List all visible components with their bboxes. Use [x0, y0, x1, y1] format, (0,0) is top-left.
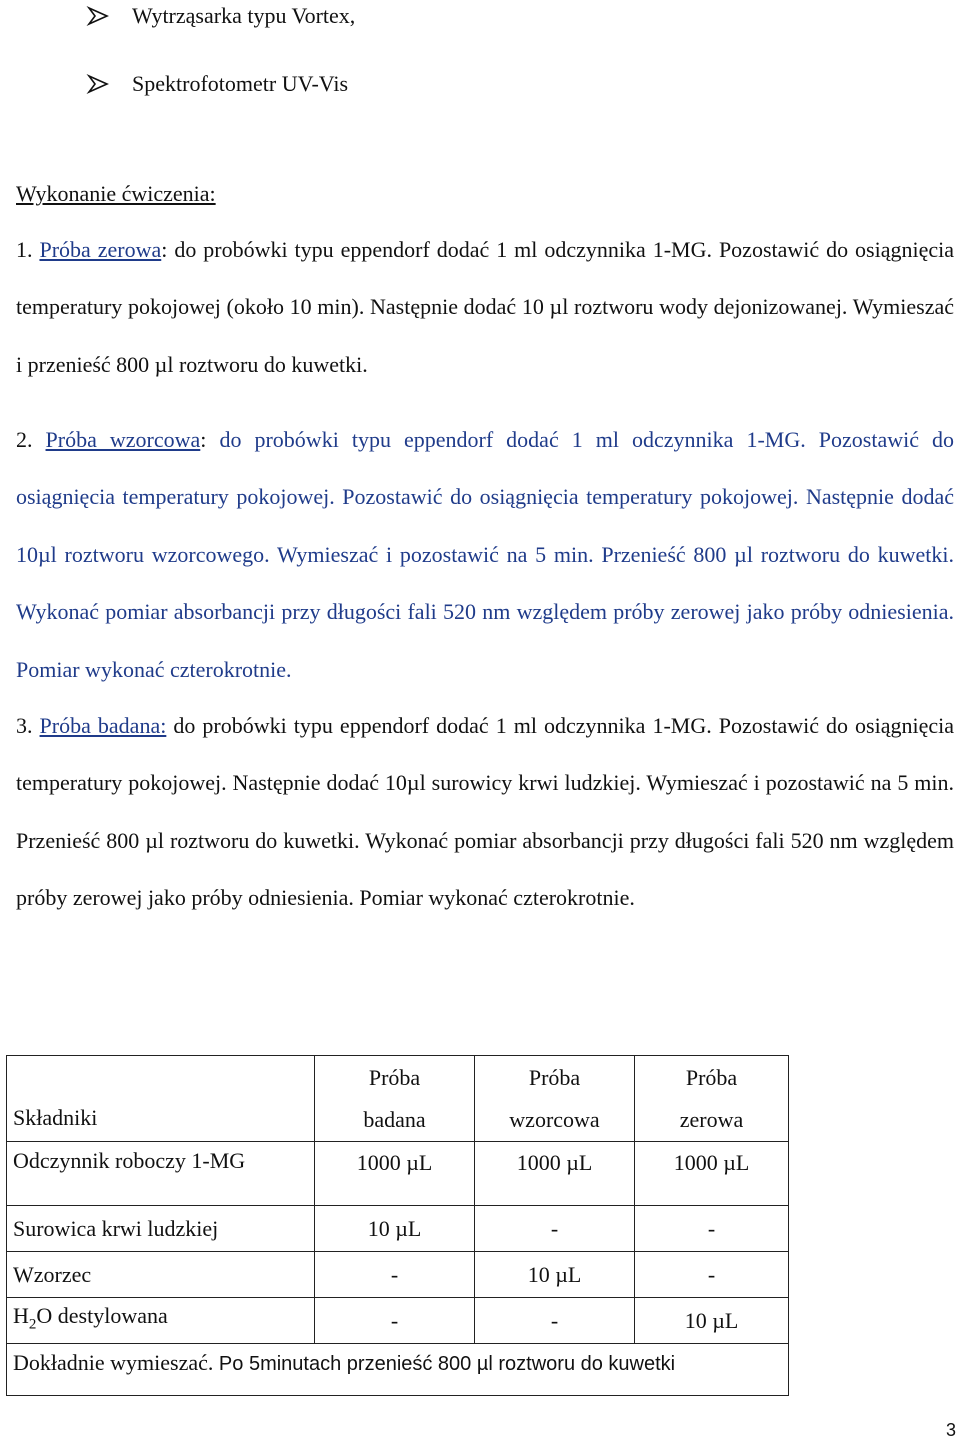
- formula-part: O destylowana: [36, 1303, 168, 1329]
- step-body: do probówki typu eppendorf dodać 1 ml odczynnika 1-MG. Pozostawić do osiągnięcia temperatury pokojowej. Następnie dodać 10µl surowicy krwi ludzkiej. Wymieszać i pozostawić na 5 min. Przenieść 800 µl roztworu do kuwetki. Wykonać pomiar absorbancji przy długości fali 520 nm względem próby zerowej jako próby odniesienia. Pomiar wykonać czterokrotnie.: [16, 713, 955, 911]
- header-cell-zerowa: [635, 1056, 789, 1142]
- value-cell: -: [475, 1298, 635, 1344]
- table-row: [7, 1298, 789, 1344]
- row-label: [7, 1298, 315, 1344]
- step-number: 1.: [16, 237, 33, 262]
- section-heading: Wykonanie ćwiczenia:: [16, 181, 216, 206]
- value-cell: 10 µL: [475, 1252, 635, 1298]
- step-title: Próba zerowa: [39, 237, 162, 262]
- step-paragraph: [16, 697, 954, 927]
- header-line: wzorcowa: [509, 1106, 600, 1132]
- value-cell: -: [315, 1252, 475, 1298]
- footer-text-serif: Dokładnie wymieszać.: [13, 1350, 214, 1375]
- header-line: Próba: [685, 1064, 738, 1090]
- step-paragraph: [16, 221, 954, 393]
- step-number: 2.: [16, 427, 33, 452]
- arrow-bullet-icon: [86, 69, 112, 99]
- arrow-bullet-icon: [86, 1, 112, 31]
- step-separator: :: [200, 427, 207, 452]
- row-label: Odczynnik roboczy 1-MG: [7, 1142, 315, 1206]
- step-number: 3.: [16, 713, 33, 738]
- header-cell-badana: [315, 1056, 475, 1142]
- header-line: Próba: [368, 1064, 421, 1090]
- header-line: Próba: [528, 1064, 581, 1090]
- header-line: zerowa: [679, 1106, 744, 1132]
- table-row: [7, 1206, 789, 1252]
- header-line: badana: [363, 1106, 426, 1132]
- footer-cell: [7, 1344, 789, 1396]
- value-cell: -: [635, 1206, 789, 1252]
- value-cell: 1000 µL: [475, 1142, 635, 1206]
- value-cell: 1000 µL: [635, 1142, 789, 1206]
- composition-table: [6, 1055, 789, 1396]
- step-title: Próba badana:: [39, 713, 167, 738]
- step-body: do probówki typu eppendorf dodać 1 ml odczynnika 1-MG. Pozostawić do osiągnięcia temperatury pokojowej (około 10 min). Następnie dodać 10 µl roztworu wody dejonizowanej. Wymieszać i przenieść 800 µl roztworu do kuwetki.: [16, 237, 955, 377]
- formula-part: H: [13, 1303, 29, 1329]
- page-number: 3: [945, 1420, 956, 1440]
- row-label: Surowica krwi ludzkiej: [7, 1206, 315, 1252]
- header-cell-components: Składniki: [7, 1056, 315, 1142]
- step-separator: :: [161, 237, 168, 262]
- value-cell: 10 µL: [315, 1206, 475, 1252]
- value-cell: -: [635, 1252, 789, 1298]
- footer-text-sans: Po 5minutach przenieść 800 µl roztworu do kuwetki: [213, 1353, 676, 1375]
- value-cell: 10 µL: [635, 1298, 789, 1344]
- step-body: do probówki typu eppendorf dodać 1 ml odczynnika 1-MG. Pozostawić do osiągnięcia temperatury pokojowej. Pozostawić do osiągnięcia temperatury pokojowej. Następnie dodać 10µl roztworu wzorcowego. Wymieszać i pozostawić na 5 min. Przenieść 800 µl roztworu do kuwetki. Wykonać pomiar absorbancji przy długości fali 520 nm względem próby zerowej jako próby odniesienia. Pomiar wykonać czterokrotnie.: [16, 427, 954, 682]
- header-cell-wzorcowa: [475, 1056, 635, 1142]
- value-cell: -: [475, 1206, 635, 1252]
- table-row: [7, 1252, 789, 1298]
- equipment-label: Spektrofotometr UV-Vis: [132, 71, 349, 96]
- equipment-label: Wytrząsarka typu Vortex,: [132, 3, 356, 28]
- table-footer-row: [7, 1344, 789, 1396]
- table-header-row: [7, 1056, 789, 1142]
- formula-subscript: 2: [28, 1316, 37, 1333]
- step-title: Próba wzorcowa: [45, 427, 201, 452]
- value-cell: 1000 µL: [315, 1142, 475, 1206]
- step-paragraph: [16, 411, 954, 698]
- row-label: Wzorzec: [7, 1252, 315, 1298]
- value-cell: -: [315, 1298, 475, 1344]
- table-row: [7, 1142, 789, 1206]
